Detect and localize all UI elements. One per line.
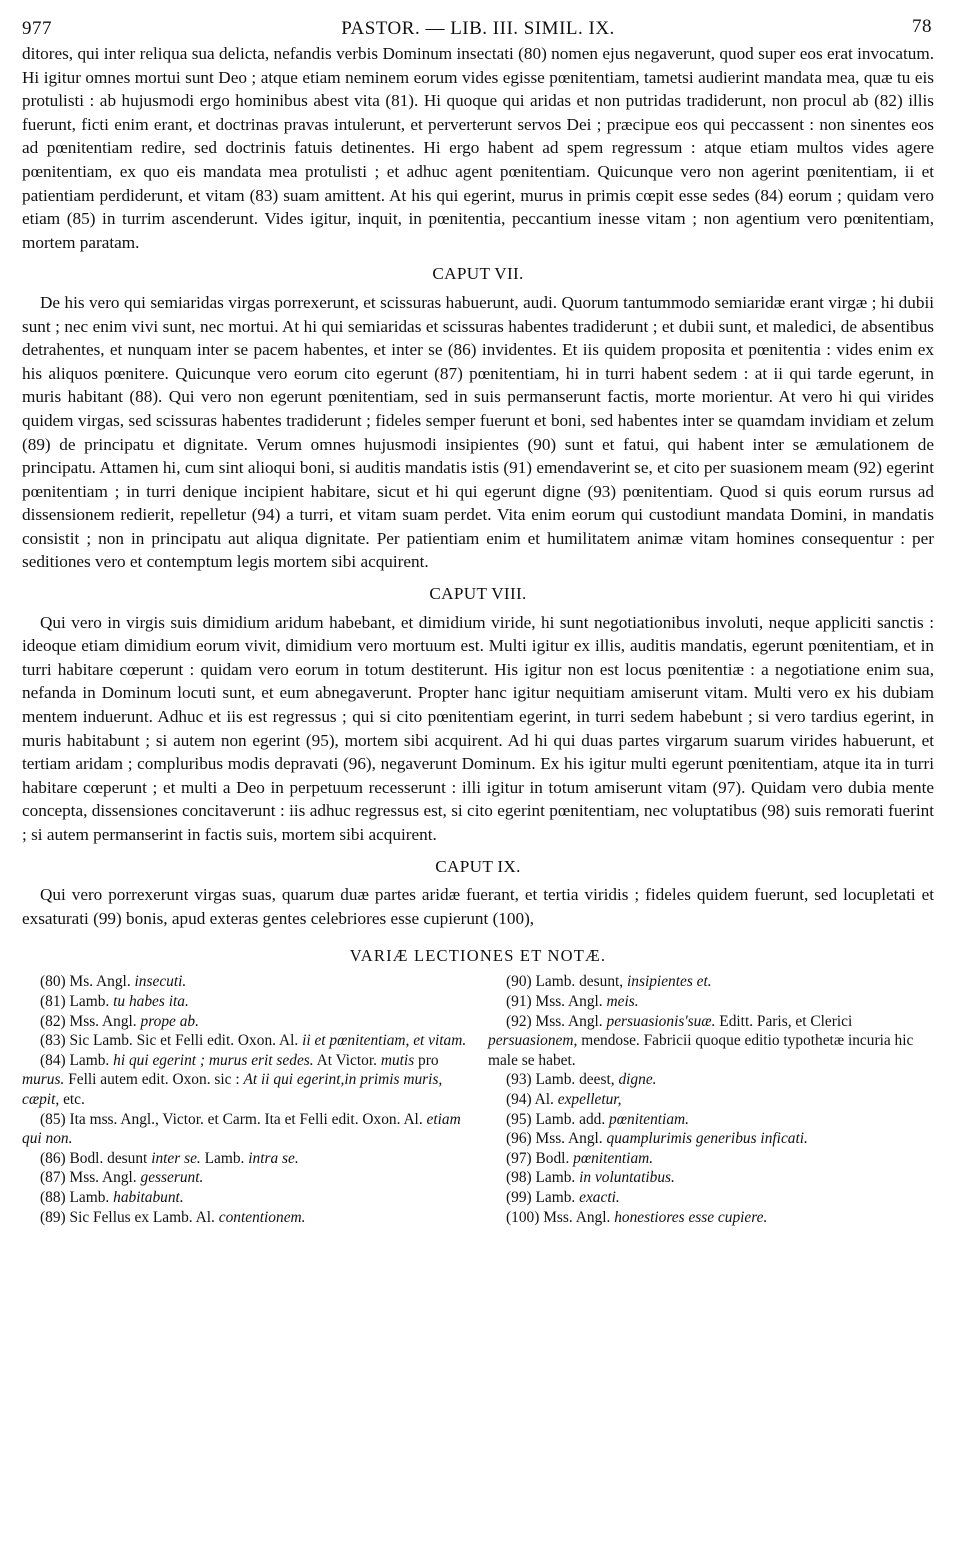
footnote-variant: digne. bbox=[618, 1071, 657, 1089]
footnote-source: Bodl. bbox=[535, 1149, 570, 1167]
footnote-source: Lamb. bbox=[69, 1188, 110, 1206]
footnote bbox=[488, 1012, 934, 1071]
footnote-source: Felli autem edit. Oxon. sic : bbox=[68, 1071, 240, 1089]
footnote-source: Sic Fellus ex Lamb. Al. bbox=[69, 1208, 215, 1226]
footnote-source: Mss. Angl. bbox=[543, 1208, 611, 1226]
footnote-source: Lamb. bbox=[69, 992, 110, 1010]
footnote-source: Lamb. deest, bbox=[535, 1071, 615, 1089]
footnote-variant: murus. bbox=[22, 1071, 65, 1089]
footnote-source: Mss. Angl. bbox=[535, 1130, 603, 1148]
footnote-variant: persuasionem, bbox=[488, 1032, 578, 1050]
footnote-source: Al. bbox=[534, 1090, 554, 1108]
caput-heading-9: CAPUT IX. bbox=[435, 856, 521, 876]
footnote bbox=[22, 1012, 468, 1032]
running-title: PASTOR. — LIB. III. SIMIL. IX. bbox=[341, 18, 615, 39]
footnote-number: (87) bbox=[40, 1169, 66, 1187]
caput-heading-7: CAPUT VII. bbox=[432, 264, 524, 284]
footnote-number: (95) bbox=[506, 1110, 532, 1128]
footnote-number: (91) bbox=[506, 992, 532, 1010]
paragraph-2: De his vero qui semiaridas virgas porrexerunt, et scissuras habuerunt, audi. Quorum tantummodo semiaridæ erant virgæ ; hi dubii sunt ; nec enim vivi sunt, nec mortui. At hi qui semiaridas et scissuras habentes tradiderunt ; et dubii sunt, et maledici, de absentibus detrahentes, et nunquam inter se pacem habentes, et inter se (86) invidentes. Et iis quidem proposita et pœnitentia : vides enim ex his aliquos pœnitere. Quicunque vero eorum cito egerunt (87) pœnitentiam, hi in turri habent sedem : at ii qui tarde egerunt, in muris habitant (88). Qui vero non egerunt pœnitentiam, sed in suis permanserunt factis, morte morientur. At vero hi qui virides quidem virgas, sed scissuras habentes tradiderunt ; fideles semper fuerunt et boni, sed habentes inter se quamdam invidiam et zelum (89) de principatu et dignitate. Verum omnes hujusmodi insipientes (90) sunt et fatui, qui habent inter se æmulationem de principatu. Attamen hi, cum sint alioqui boni, si auditis mandatis istis (91) emendaverint se, et cito per suasionem meam (92) egerint pœnitentiam ; in turri denique incipient habitare, sicut et hi qui egerunt digne (93) pœnitentiam. Quod si quis eorum rursus ad dissensionem redierit, repelletur (94) a turri, et vitam suam perdet. Vita enim eorum qui custodiunt mandata Domini, in mandatis consistit ; non in principatu aut aliqua dignitate. Per patientiam enim et humilitatem animæ vitam homines consequentur : per seditiones vero et contemptum legis mortem sibi acquirent. bbox=[22, 292, 934, 572]
footnote-variant: prope ab. bbox=[140, 1012, 199, 1030]
footnote-variant: honestiores esse cupiere. bbox=[614, 1208, 768, 1226]
footnote-source: Bodl. desunt bbox=[69, 1149, 148, 1167]
footnote bbox=[488, 1208, 934, 1228]
footnote bbox=[22, 1168, 468, 1188]
footnote bbox=[488, 1149, 934, 1169]
footnote-number: (84) bbox=[40, 1051, 66, 1069]
footnote bbox=[488, 972, 934, 992]
footnote bbox=[488, 992, 934, 1012]
footnote-source: Lamb. add. bbox=[535, 1110, 606, 1128]
notes-column-left bbox=[22, 972, 468, 1227]
footnote-variant: pœnitentiam. bbox=[609, 1110, 689, 1128]
footnote bbox=[488, 1168, 934, 1188]
footnote-variant: insipientes et. bbox=[627, 973, 712, 991]
footnote bbox=[22, 992, 468, 1012]
footnote-number: (85) bbox=[40, 1110, 66, 1128]
footnote-number: (99) bbox=[506, 1188, 532, 1206]
paragraph-3: Qui vero in virgis suis dimidium aridum habebant, et dimidium viride, hi sunt negotiationibus involuti, neque appliciti sanctis : ideoque etiam dimidium eorum vivit, dimidium vero mortuum est. Multi igitur ex illis, auditis mandatis, egerunt pœnitentiam, et in turri habitare cœperunt : quidam vero eorum in totum destiterunt. His igitur non est locus pœnitentiæ : a negotiatione enim sua, nefanda in Dominum locuti sunt, et eum abnegaverunt. Propter hanc igitur nequitiam amiserunt vitam. Multi vero ex his dubiam mentem induerunt. Adhuc et iis est regressus ; qui si cito pœnitentiam egerint, in turri sedem habebunt ; si vero tardius egerint, in muris habitabunt ; si autem non egerint (95), mortem sibi acquirent. Ad hi qui duas partes virgarum suarum virides habuerunt, et tertiam aridam ; compluribus modis depravati (96), negaverunt Dominum. Ex his igitur multi egerunt pœnitentiam, atque ita in turri habitare cœperunt ; et multi a Deo in perpetuum recesserunt : illi igitur in totum amiserunt vitam (97). Quidam vero dubia mente concepta, dissensiones concitaverunt : iis adhuc regressus est, si cito egerint pœnitentiam, nec voluptatibus (98) suis remorati fuerint ; si autem permanserint in factis suis, mortem sibi acquirent. bbox=[22, 612, 934, 844]
footnote-variant: in voluntatibus. bbox=[579, 1169, 675, 1187]
footnote-variant: intra se. bbox=[248, 1149, 299, 1167]
footnote-variant: pœnitentiam. bbox=[573, 1149, 654, 1167]
footnote-variant: persuasionis'suæ. bbox=[606, 1012, 716, 1030]
page-header bbox=[22, 12, 934, 42]
notes-section bbox=[22, 972, 934, 1227]
footnote bbox=[488, 1129, 934, 1149]
footnote-source: mendose. Fabricii quoque editio typothetæ incuria hic male se habet. bbox=[488, 1032, 914, 1069]
footnote bbox=[22, 1051, 468, 1110]
footnote-source: Lamb. bbox=[535, 1188, 576, 1206]
footnote-source: Lamb. bbox=[69, 1051, 110, 1069]
footnote-source: Mss. Angl. bbox=[535, 992, 603, 1010]
footnote-variant: exacti. bbox=[579, 1188, 620, 1206]
footnote-number: (86) bbox=[40, 1149, 66, 1167]
footnote bbox=[22, 1031, 468, 1051]
footnote-variant: hi qui egerint ; murus erit sedes. bbox=[113, 1051, 314, 1069]
footnote-variant: inter se. bbox=[151, 1149, 201, 1167]
footnote-number: (94) bbox=[506, 1090, 532, 1108]
footnote-number: (82) bbox=[40, 1012, 66, 1030]
footnote-number: (81) bbox=[40, 992, 66, 1010]
notes-title: VARIÆ LECTIONES ET NOTÆ. bbox=[349, 946, 607, 966]
footnote-source: Ita mss. Angl., Victor. et Carm. Ita et Felli edit. Oxon. Al. bbox=[69, 1110, 423, 1128]
footnote-number: (93) bbox=[506, 1071, 532, 1089]
footnote-number: (96) bbox=[506, 1130, 532, 1148]
footnote-source: Lamb. bbox=[204, 1149, 245, 1167]
footnote-source: Lamb. bbox=[535, 1169, 576, 1187]
footnote-variant: quamplurimis generibus inficati. bbox=[606, 1130, 808, 1148]
caput-heading-8: CAPUT VIII. bbox=[429, 584, 527, 604]
main-text bbox=[22, 42, 934, 930]
footnote-variant: etiam qui non. bbox=[22, 1110, 461, 1148]
footnote-variant: At ii qui egerint,in primis muris, cæpit, bbox=[22, 1071, 443, 1108]
footnote-source: Ms. Angl. bbox=[69, 973, 131, 991]
footnote-source: Mss. Angl. bbox=[535, 1012, 603, 1030]
paragraph-4: Qui vero porrexerunt virgas suas, quarum duæ partes aridæ fuerant, et tertia viridis ; fideles quidem fuerunt, sed locupletati et exsaturati (99) bonis, apud exteras gentes celebriores esse cupierunt (100), bbox=[22, 885, 934, 928]
footnote bbox=[22, 972, 468, 992]
footnote-variant: contentionem. bbox=[218, 1208, 306, 1226]
footnote-source: Sic Lamb. Sic et Felli edit. Oxon. Al. bbox=[69, 1032, 299, 1050]
footnote bbox=[22, 1149, 468, 1169]
footnote-source: Lamb. desunt, bbox=[535, 973, 624, 991]
footnote-variant: gesserunt. bbox=[140, 1169, 204, 1187]
footnote-source: Mss. Angl. bbox=[69, 1169, 137, 1187]
footnote-source: pro bbox=[418, 1051, 439, 1069]
footnote-variant: insecuti. bbox=[134, 973, 187, 991]
footnote bbox=[22, 1110, 468, 1149]
footnote-number: (80) bbox=[40, 973, 66, 991]
footnote-variant: ii et pœnitentiam, et vitam. bbox=[302, 1032, 467, 1050]
footnote-number: (92) bbox=[506, 1012, 532, 1030]
footnote bbox=[488, 1090, 934, 1110]
footnote-number: (88) bbox=[40, 1188, 66, 1206]
footnote-variant: habitabunt. bbox=[113, 1188, 184, 1206]
notes-column-right bbox=[488, 972, 934, 1227]
footnote-number: (83) bbox=[40, 1032, 66, 1050]
page-number-right: 78 bbox=[912, 16, 932, 37]
footnote-variant: mutis bbox=[380, 1051, 415, 1069]
page-number-left: 977 bbox=[22, 18, 52, 39]
footnote bbox=[22, 1188, 468, 1208]
footnote bbox=[488, 1070, 934, 1090]
footnote-variant: meis. bbox=[606, 992, 639, 1010]
footnote bbox=[22, 1208, 468, 1228]
footnote-source: etc. bbox=[63, 1090, 85, 1108]
footnote-number: (100) bbox=[506, 1208, 540, 1226]
paragraph-1: ditores, qui inter reliqua sua delicta, nefandis verbis Dominum insectati (80) nomen ejus negaverunt, quod super eos erat invocatum. Hi igitur omnes mortui sunt Deo ; atque etiam neminem eorum vides egisse pœnitentiam, tametsi audierint mandata mea, quæ tu eis protulisti : ab hujusmodi ergo hominibus abest vita (81). Hi quoque qui aridas et non putridas tradiderunt, non procul ab (82) illis fuerunt, ficti enim erant, et doctrinas pravas intulerunt, et perverterunt servos Dei ; præcipue eos qui peccassent : non sinentes eos ad pœnitentiam redire, sed doctrinis fatuis detinentes. Hi ergo habent ad spem regressum : atque etiam multos vides agere pœnitentiam, ex quo eis mandata mea protulisti ; et adhuc agent pœnitentiam. Quicunque vero non agerint pœnitentiam, ii et patientiam perdiderunt, et vitam (83) suam amittent. At his qui egerint, murus in primis cœpit esse sedes (84) eorum ; quidam vero etiam (85) in turrim ascenderunt. Vides igitur, inquit, in pœnitentia, peccantium inesse vitam ; non agentium vero pœnitentiam, mortem paratam. bbox=[22, 44, 934, 252]
footnote-source: Mss. Angl. bbox=[69, 1012, 137, 1030]
footnote-number: (89) bbox=[40, 1208, 66, 1226]
footnote-variant: tu habes ita. bbox=[113, 992, 189, 1010]
footnote-number: (97) bbox=[506, 1149, 532, 1167]
footnote-source: At Victor. bbox=[316, 1051, 377, 1069]
footnote bbox=[488, 1110, 934, 1130]
footnote-source: Editt. Paris, et Clerici bbox=[719, 1012, 853, 1030]
footnote bbox=[488, 1188, 934, 1208]
footnote-number: (90) bbox=[506, 973, 532, 991]
footnote-variant: expelletur, bbox=[557, 1090, 622, 1108]
page bbox=[22, 12, 934, 1227]
footnote-number: (98) bbox=[506, 1169, 532, 1187]
